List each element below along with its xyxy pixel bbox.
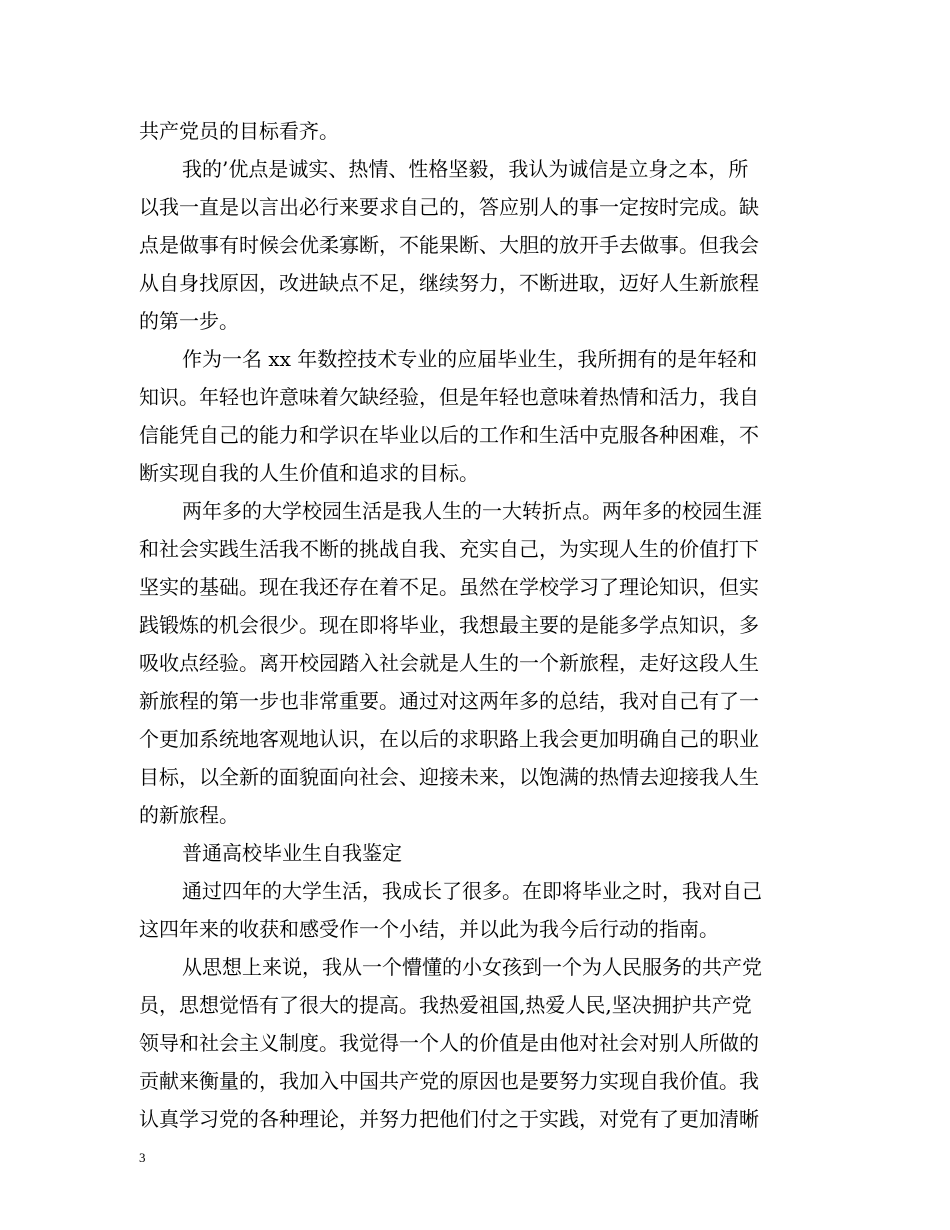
text-line: 的第一步。 — [139, 309, 239, 333]
text-line: 吸收点经验。离开校园踏入社会就是人生的一个新旅程，走好这段人生 — [139, 651, 759, 675]
text-line: 我的’优点是诚实、热情、性格坚毅，我认为诚信是立身之本，所 — [182, 157, 749, 181]
text-line: 践锻炼的机会很少。现在即将毕业，我想最主要的是能多学点知识，多 — [139, 613, 759, 637]
text-line: 贡献来衡量的，我加入中国共产党的原因也是要努力实现自我价值。我 — [139, 1069, 759, 1093]
text-line: 从自身找原因，改进缺点不足，继续努力，不断进取，迈好人生新旅程 — [139, 271, 759, 295]
text-line: 断实现自我的人生价值和追求的目标。 — [139, 461, 479, 485]
text-line: 作为一名 xx 年数控技术专业的应届毕业生，我所拥有的是年轻和 — [182, 347, 758, 371]
text-line: 这四年来的收获和感受作一个小结，并以此为我今后行动的指南。 — [139, 917, 719, 941]
text-line: 个更加系统地客观地认识，在以后的求职路上我会更加明确自己的职业 — [139, 727, 759, 751]
text-line: 新旅程的第一步也非常重要。通过对这两年多的总结，我对自己有了一 — [139, 689, 759, 713]
text-line: 从思想上来说，我从一个懵懂的小女孩到一个为人民服务的共产党 — [182, 955, 762, 979]
text-line: 认真学习党的各种理论，并努力把他们付之于实践，对党有了更加清晰 — [139, 1107, 759, 1131]
text-line: 信能凭自己的能力和学识在毕业以后的工作和生活中克服各种困难，不 — [139, 423, 759, 447]
text-line: 员，思想觉悟有了很大的提高。我热爱祖国,热爱人民,坚决拥护共产党 — [139, 993, 752, 1017]
text-line: 坚实的基础。现在我还存在着不足。虽然在学校学习了理论知识，但实 — [139, 575, 759, 599]
text-line: 的新旅程。 — [139, 803, 239, 827]
text-line: 点是做事有时候会优柔寡断，不能果断、大胆的放开手去做事。但我会 — [139, 233, 759, 257]
section-heading: 普通高校毕业生自我鉴定 — [182, 841, 402, 865]
text-line: 领导和社会主义制度。我觉得一个人的价值是由他对社会对别人所做的 — [139, 1031, 759, 1055]
text-line: 和社会实践生活我不断的挑战自我、充实自己，为实现人生的价值打下 — [139, 537, 759, 561]
text-line: 以我一直是以言出必行来要求自己的，答应别人的事一定按时完成。缺 — [139, 195, 759, 219]
page-number: 3 — [139, 1150, 146, 1165]
text-line: 两年多的大学校园生活是我人生的一大转折点。两年多的校园生涯 — [182, 499, 762, 523]
text-line: 共产党员的目标看齐。 — [139, 119, 339, 143]
text-line: 目标，以全新的面貌面向社会、迎接未来，以饱满的热情去迎接我人生 — [139, 765, 759, 789]
text-line: 知识。年轻也许意味着欠缺经验，但是年轻也意味着热情和活力，我自 — [139, 385, 759, 409]
text-line: 通过四年的大学生活，我成长了很多。在即将毕业之时，我对自己 — [182, 879, 762, 903]
